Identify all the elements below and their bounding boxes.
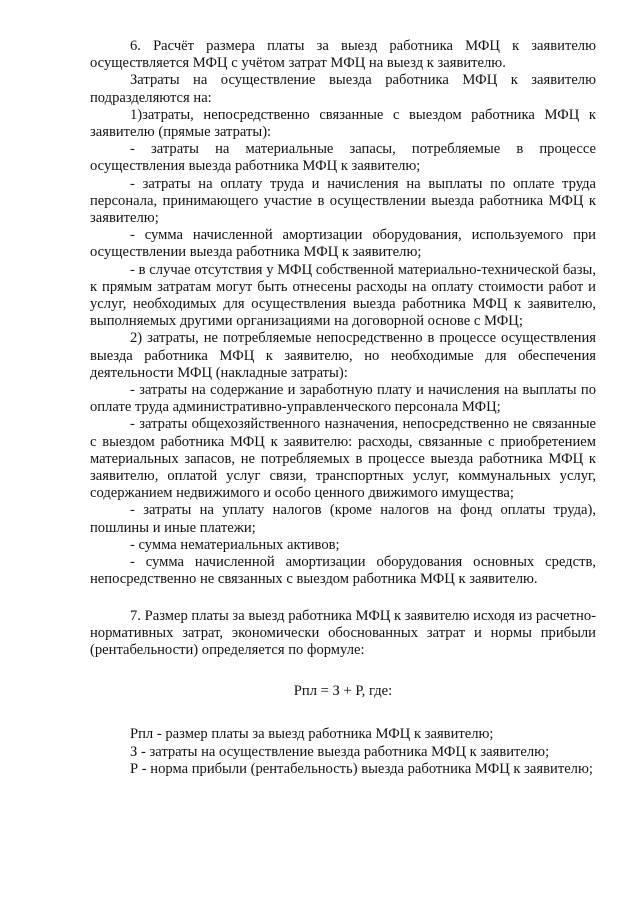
list-item: - затраты общехозяйственного назначения, непосредственно не связанные с выездом работника МФЦ к заявителю: расходы, связанные с приобретением материальных запасов, не потребляемых в процессе выезда работника МФЦ к заявителю, оплатой услуг связи, транспортных услуг, коммунальных услуг, содержанием недвижимого и особо ценного движимого имущества;	[90, 416, 596, 502]
list-item: - сумма начисленной амортизации оборудования основных средств, непосредственно не связанных с выездом работника МФЦ к заявителю.	[90, 554, 596, 588]
formula: Рпл = З + Р, где:	[293, 683, 393, 700]
document-page	[90, 38, 596, 778]
definition-rpl: Рпл - размер платы за выезд работника МФЦ к заявителю;	[130, 726, 494, 743]
overhead-costs-heading: 2) затраты, не потребляемые непосредственно в процессе осуществления выезда работника МФЦ к заявителю, но необходимые для обеспечения деятельности МФЦ (накладные затраты):	[90, 330, 596, 381]
definition-r: Р - норма прибыли (рентабельность) выезда работника МФЦ к заявителю;	[130, 760, 593, 777]
list-item: - сумма начисленной амортизации оборудования, используемого при осуществлении выезда работника МФЦ к заявителю;	[90, 227, 596, 261]
list-item: - сумма нематериальных активов;	[130, 536, 340, 553]
definition-z: З - затраты на осуществление выезда работника МФЦ к заявителю;	[130, 743, 550, 760]
list-item: - затраты на уплату налогов (кроме налогов на фонд оплаты труда), пошлины и иные платежи;	[90, 502, 596, 536]
list-item: - в случае отсутствия у МФЦ собственной материально-технической базы, к прямым затратам могут быть отнесены расходы на оплату стоимости работ и услуг, необходимых для осуществления выезда работника МФЦ к заявителю, выполняемых другими организациями на договорной основе с МФЦ;	[90, 261, 596, 330]
direct-costs-heading: 1)затраты, непосредственно связанные с выездом работника МФЦ к заявителю (прямые затраты):	[90, 106, 596, 141]
list-item: - затраты на оплату труда и начисления на выплаты по оплате труда персонала, принимающего участие в осуществлении выезда работника МФЦ к заявителю;	[90, 175, 596, 227]
costs-intro: Затраты на осуществление выезда работника МФЦ к заявителю подразделяются на:	[90, 72, 596, 106]
paragraph-6: 6. Расчёт размера платы за выезд работника МФЦ к заявителю осуществляется МФЦ с учётом затрат МФЦ на выезд к заявителю.	[90, 38, 596, 72]
paragraph-7: 7. Размер платы за выезд работника МФЦ к заявителю исходя из расчетно-нормативных затрат, экономически обоснованных затрат и нормы прибыли (рентабельности) определяется по формуле:	[90, 607, 596, 658]
list-item: - затраты на материальные запасы, потребляемые в процессе осуществления выезда работника МФЦ к заявителю;	[90, 141, 596, 175]
list-item: - затраты на содержание и заработную плату и начисления на выплаты по оплате труда административно-управленческого персонала МФЦ;	[90, 382, 596, 416]
